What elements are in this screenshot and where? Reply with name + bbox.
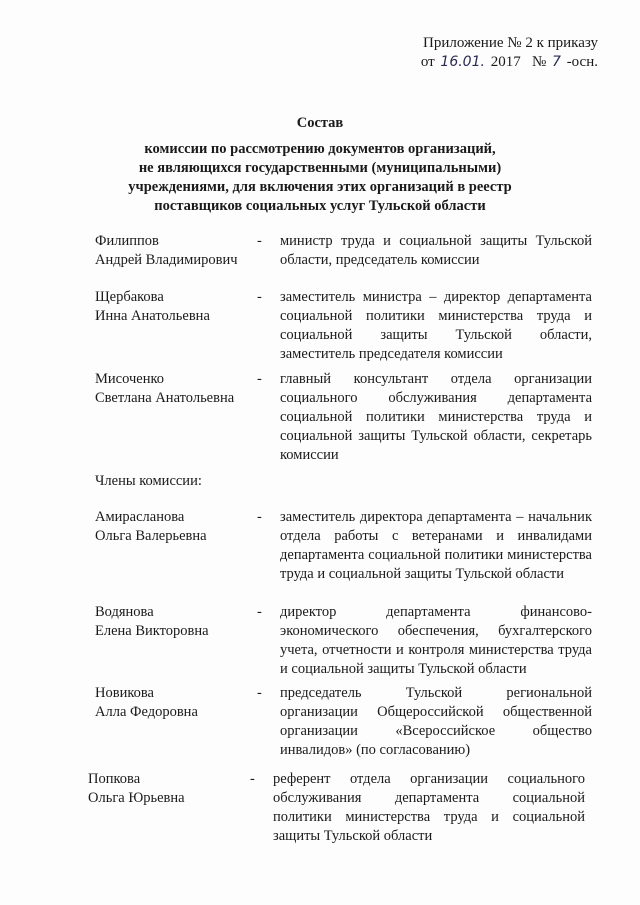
member-role: министр труда и социальной защиты Тульской области, председатель комиссии (280, 233, 592, 268)
appendix-date: 16.01. (440, 54, 485, 70)
member-surname: Филиппов (95, 233, 159, 249)
title-heading: Состав (296, 115, 344, 131)
title-line: поставщиков социальных услуг Тульской области (154, 198, 486, 214)
separator-dash: - (257, 509, 262, 525)
member-surname: Водянова (95, 604, 154, 620)
separator-dash: - (250, 771, 255, 787)
member-name (95, 288, 265, 326)
member-name (95, 370, 265, 408)
separator-dash: - (257, 233, 262, 249)
member-given-name: Инна Анатольевна (95, 308, 210, 324)
title-line: учреждениями, для включения этих организаций в реестр (128, 179, 512, 195)
member-given-name: Андрей Владимирович (95, 252, 238, 268)
member-name (88, 770, 258, 808)
member-name (95, 603, 265, 641)
appendix-no: № (531, 54, 547, 70)
title-line: комиссии по рассмотрению документов организаций, (144, 141, 496, 157)
appendix-year: 2017 (490, 54, 521, 70)
member-name (95, 684, 265, 722)
separator-dash: - (257, 289, 262, 305)
member-role: главный консультант отдела организации социального обслуживания департамента социальной политики министерства труда и социальной защиты Тульской области, секретарь комиссии (280, 371, 592, 463)
member-role: заместитель директора департамента – начальник отдела работы с ветеранами и инвалидами департамента социальной политики министерства труда и социальной защиты Тульской области (280, 509, 592, 582)
member-given-name: Ольга Валерьевна (95, 528, 207, 544)
appendix-line2 (421, 53, 598, 72)
member-name (95, 232, 265, 270)
members-label: Члены комиссии: (95, 473, 202, 489)
document-title (0, 114, 640, 216)
member-given-name: Ольга Юрьевна (88, 790, 185, 806)
separator-dash: - (257, 685, 262, 701)
member-role: директор департамента финансово-экономического обеспечения, бухгалтерского учета, отчетности и контроля министерства труда и социальной защиты Тульской области (280, 604, 592, 677)
separator-dash: - (257, 604, 262, 620)
title-line: не являющихся государственными (муниципальными) (138, 160, 502, 176)
member-name (95, 508, 265, 546)
appendix-line1: Приложение № 2 к приказу (423, 35, 598, 51)
member-given-name: Светлана Анатольевна (95, 390, 235, 406)
appendix-num: 7 (552, 54, 561, 70)
member-role: референт отдела организации социального обслуживания департамента социальной политики министерства труда и социальной защиты Тульской области (273, 771, 585, 844)
appendix-from: от (420, 54, 435, 70)
appendix-suffix: -осн. (566, 54, 598, 70)
member-surname: Новикова (95, 685, 154, 701)
separator-dash: - (257, 371, 262, 387)
member-role: председатель Тульской региональной организации Общероссийской общественной организации «Всероссийское общество инвалидов» (по согласованию) (280, 685, 592, 758)
member-given-name: Алла Федоровна (95, 704, 198, 720)
member-surname: Щербакова (95, 289, 164, 305)
member-role: заместитель министра – директор департамента социальной политики министерства труда и социальной защиты Тульской области, заместитель председателя комиссии (280, 289, 592, 362)
member-given-name: Елена Викторовна (95, 623, 209, 639)
appendix-note (421, 34, 598, 72)
member-surname: Попкова (88, 771, 141, 787)
member-surname: Мисоченко (95, 371, 165, 387)
member-surname: Амирасланова (95, 509, 185, 525)
